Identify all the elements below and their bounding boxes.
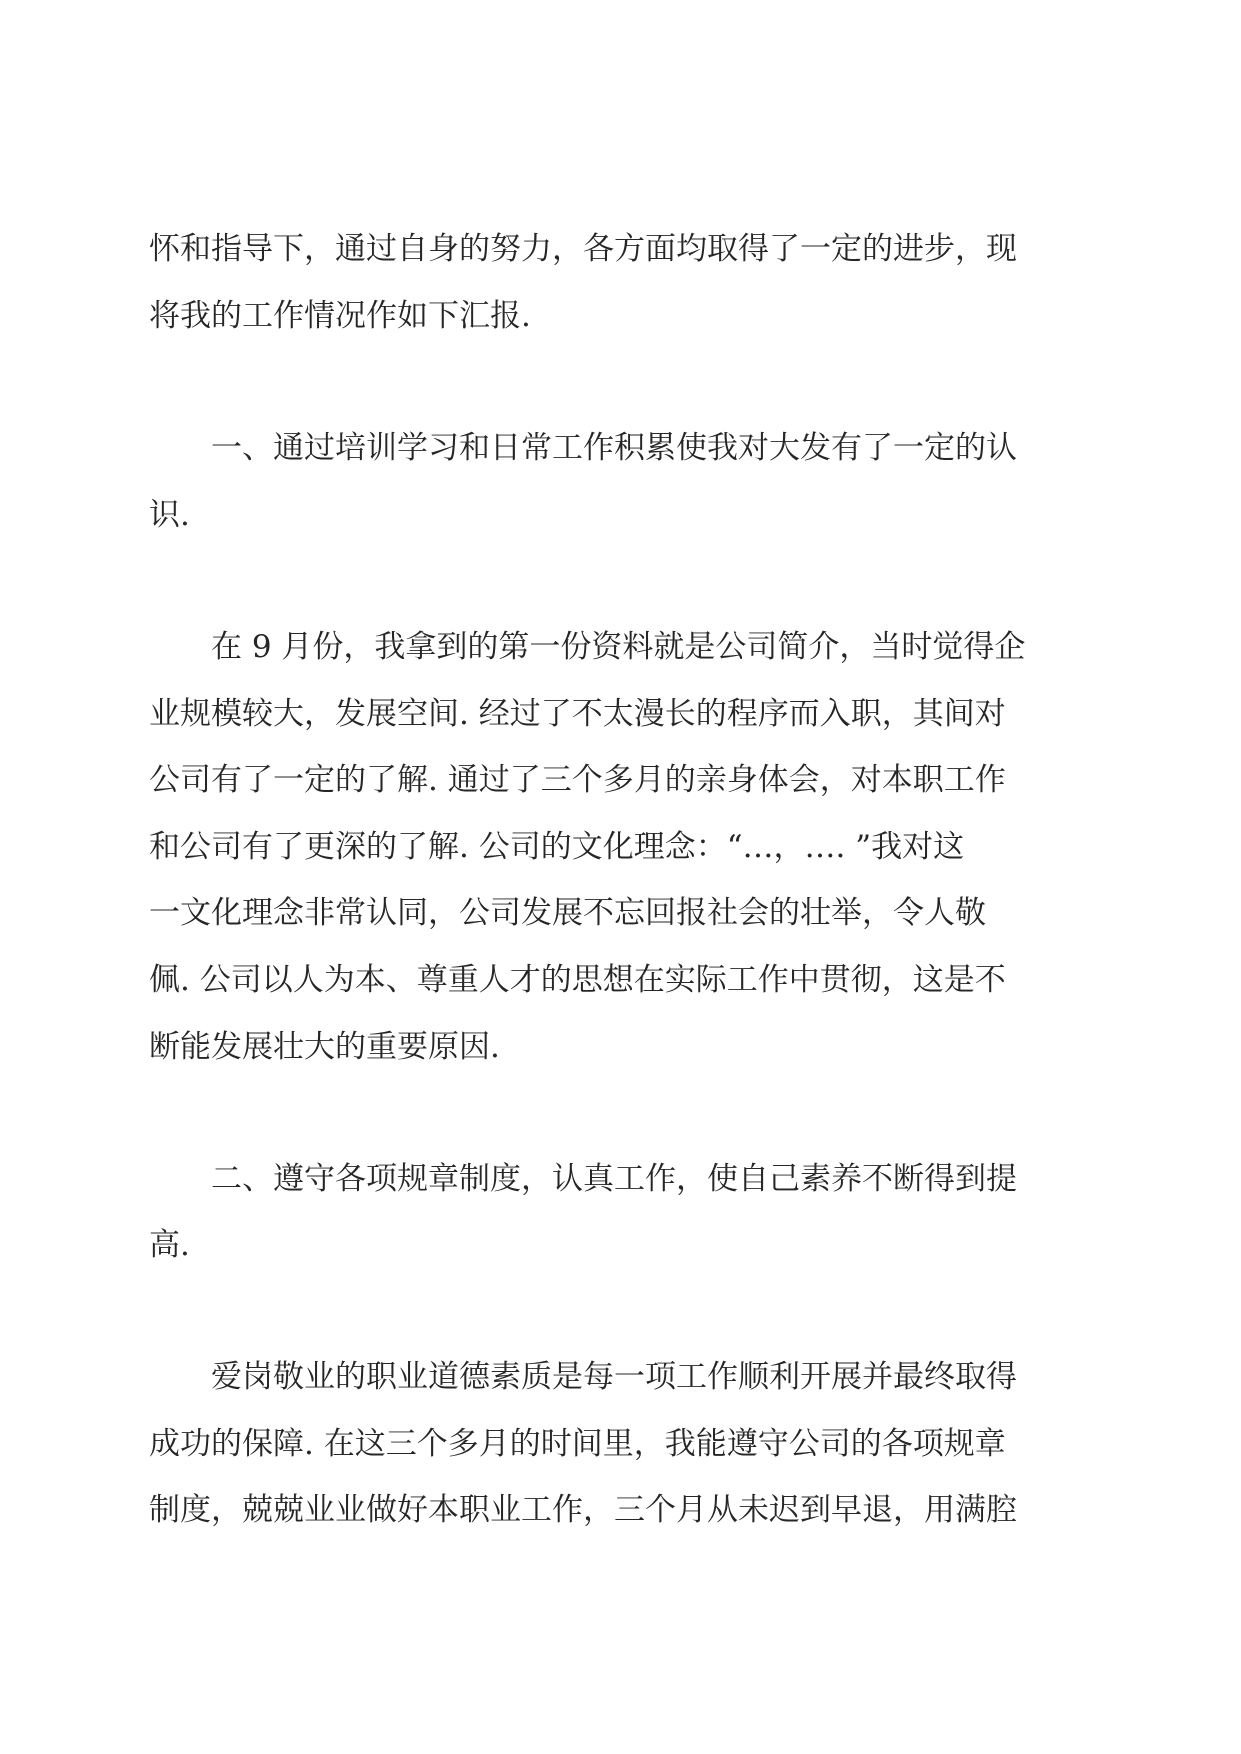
text-line xyxy=(0,760,1241,800)
section-heading-line xyxy=(0,495,1241,535)
line-text: 成功的保障. 在这三个多月的时间里，我能遵守公司的各项规章 xyxy=(149,1426,1006,1462)
text-line xyxy=(0,893,1241,933)
section-heading-line xyxy=(0,428,1241,468)
line-text: 佩. 公司以人为本、尊重人才的思想在实际工作中贯彻，这是不 xyxy=(149,962,1006,998)
line-text: 公司有了一定的了解. 通过了三个多月的亲身体会，对本职工作 xyxy=(149,762,1006,798)
line-text: 一文化理念非常认同，公司发展不忘回报社会的壮举，令人敬 xyxy=(149,895,986,931)
text-line xyxy=(0,1357,1241,1397)
text-line xyxy=(0,229,1241,269)
section-heading-text: 二、遵守各项规章制度，认真工作，使自己素养不断得到提 xyxy=(211,1161,1017,1197)
line-text: 将我的工作情况作如下汇报. xyxy=(149,298,531,334)
text-line xyxy=(0,296,1241,336)
line-text: 制度，兢兢业业做好本职业工作，三个月从未迟到早退，用满腔 xyxy=(149,1492,1017,1528)
line-text: 怀和指导下，通过自身的努力，各方面均取得了一定的进步，现 xyxy=(149,231,1017,267)
text-line xyxy=(0,1490,1241,1530)
text-line xyxy=(0,1027,1241,1067)
line-text: 断能发展壮大的重要原因. xyxy=(149,1029,500,1065)
text-line xyxy=(0,960,1241,1000)
text-line xyxy=(0,1424,1241,1464)
section-heading-text: 一、通过培训学习和日常工作积累使我对大发有了一定的认 xyxy=(211,430,1017,466)
line-text: 业规模较大，发展空间. 经过了不太漫长的程序而入职，其间对 xyxy=(149,696,1006,732)
section-heading-text: 高. xyxy=(149,1227,190,1263)
text-line xyxy=(0,627,1241,667)
line-text: 和公司有了更深的了解. 公司的文化理念：“…，…. ”我对这 xyxy=(149,829,965,865)
line-text: 在 9 月份，我拿到的第一份资料就是公司简介，当时觉得企 xyxy=(211,629,1026,665)
line-text: 爱岗敬业的职业道德素质是每一项工作顺利开展并最终取得 xyxy=(211,1359,1017,1395)
section-heading-line xyxy=(0,1159,1241,1199)
section-heading-line xyxy=(0,1225,1241,1265)
text-line xyxy=(0,827,1241,867)
text-line xyxy=(0,694,1241,734)
section-heading-text: 识. xyxy=(149,497,190,533)
